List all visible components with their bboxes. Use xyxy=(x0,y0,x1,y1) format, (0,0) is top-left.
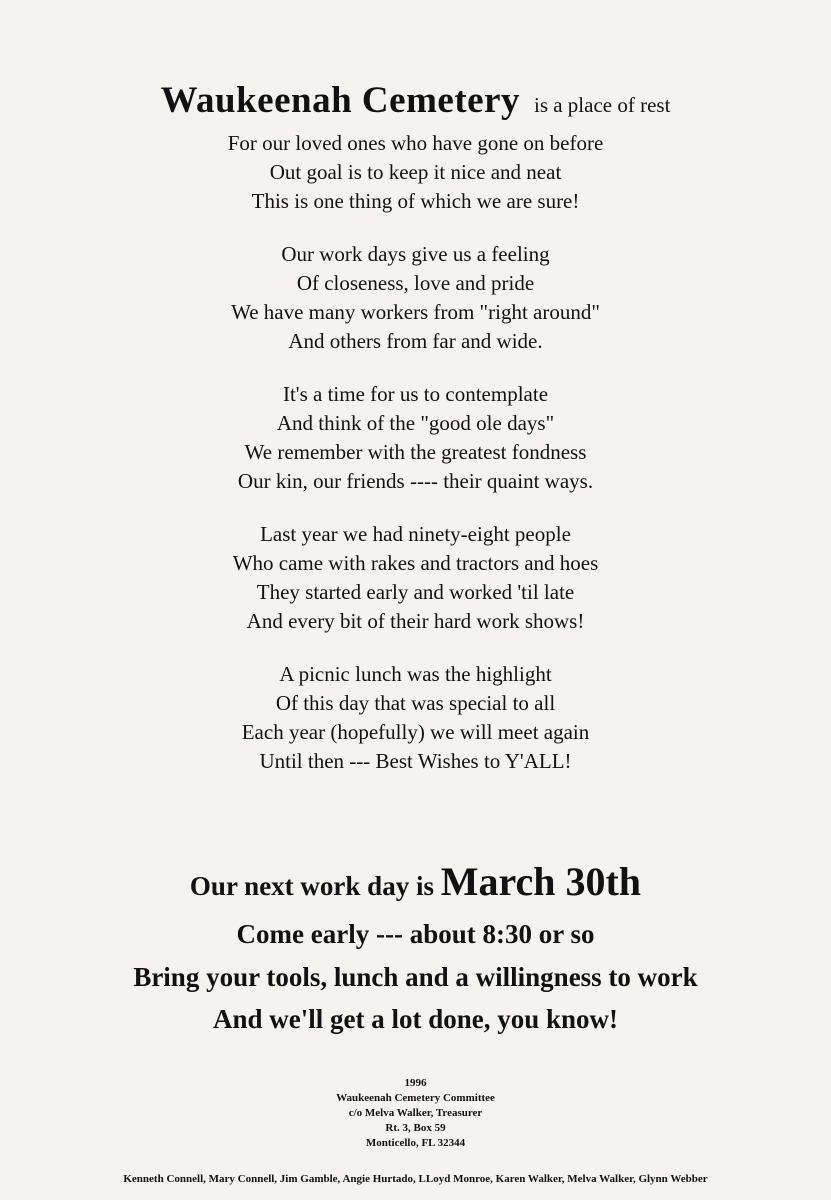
poem-line: They started early and worked 'til late xyxy=(256,580,575,604)
poem-line: We have many workers from "right around" xyxy=(231,300,600,324)
cemetery-title: Waukeenah Cemetery xyxy=(160,80,520,121)
work-day-announcement xyxy=(0,856,831,1040)
closing-line: And we'll get a lot done, you know! xyxy=(212,1004,619,1034)
bring-tools-line: Bring your tools, lunch and a willingness to work xyxy=(133,962,698,992)
poem-line: Last year we had ninety-eight people xyxy=(260,522,571,546)
poem-line: And others from far and wide. xyxy=(288,329,543,353)
work-day-date-line xyxy=(0,856,831,912)
poem-line: For our loved ones who have gone on before xyxy=(227,131,604,155)
poem-line: Who came with rakes and tractors and hoes xyxy=(232,551,599,575)
arrival-time-line: Come early --- about 8:30 or so xyxy=(236,919,595,949)
committee-address xyxy=(0,1076,831,1151)
poem-line: Our work days give us a feeling xyxy=(281,242,550,266)
poem-line: Out goal is to keep it nice and neat xyxy=(269,160,562,184)
poem-line: Each year (hopefully) we will meet again xyxy=(241,720,590,744)
title-line xyxy=(0,78,831,131)
poem-line: And think of the "good ole days" xyxy=(276,411,555,435)
poem-line: It's a time for us to contemplate xyxy=(282,382,549,406)
poem-line: And every bit of their hard work shows! xyxy=(246,609,585,633)
stanza-1 xyxy=(0,129,831,216)
work-day-date: March 30th xyxy=(440,859,642,904)
work-day-prefix: Our next work day is xyxy=(189,871,441,901)
poem-line: Of closeness, love and pride xyxy=(296,271,535,295)
poem-line: We remember with the greatest fondness xyxy=(244,440,587,464)
stanza-5 xyxy=(0,660,831,776)
stanza-2 xyxy=(0,240,831,356)
committee-city: Monticello, FL 32344 xyxy=(365,1137,466,1149)
poem-line: This is one thing of which we are sure! xyxy=(251,189,580,213)
committee-treasurer: c/o Melva Walker, Treasurer xyxy=(348,1107,483,1119)
stanza-3 xyxy=(0,380,831,496)
poem-line: Of this day that was special to all xyxy=(275,691,556,715)
committee-members: Kenneth Connell, Mary Connell, Jim Gamble, Angie Hurtado, LLoyd Monroe, Karen Walker, Melva Walker, Glynn Webber xyxy=(123,1173,708,1185)
poem-line: Until then --- Best Wishes to Y'ALL! xyxy=(259,749,572,773)
title-rest: is a place of rest xyxy=(533,93,671,117)
poem-line: A picnic lunch was the highlight xyxy=(279,662,552,686)
poem-line: Our kin, our friends ---- their quaint ways. xyxy=(237,469,594,493)
stanza-4 xyxy=(0,520,831,636)
committee-route: Rt. 3, Box 59 xyxy=(385,1122,446,1134)
committee-name: Waukeenah Cemetery Committee xyxy=(336,1092,495,1104)
poem xyxy=(0,78,831,776)
committee-year: 1996 xyxy=(404,1077,427,1089)
